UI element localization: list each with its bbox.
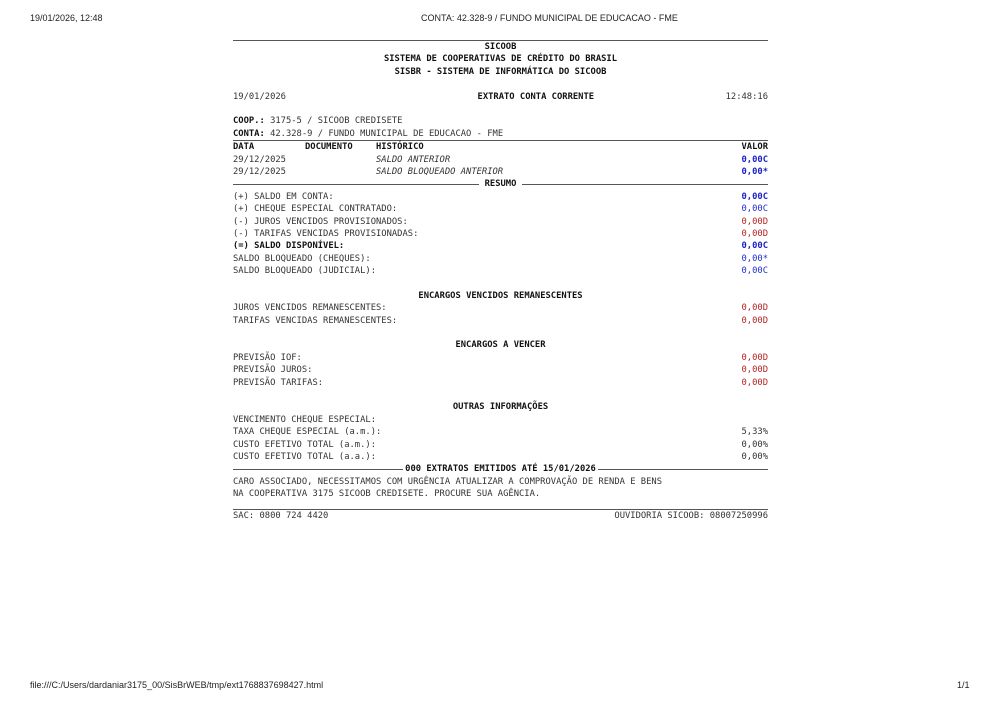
print-page-count: 1/1	[957, 680, 970, 690]
item-label: CUSTO EFETIVO TOTAL (a.a.):	[233, 451, 376, 462]
resumo-label: (=) SALDO DISPONÍVEL:	[233, 241, 345, 252]
row-value: 0,00*	[741, 166, 768, 177]
item-value: 0,00D	[741, 303, 768, 314]
row-value: 0,00C	[741, 154, 768, 165]
header-line-2: SISTEMA DE COOPERATIVAS DE CRÉDITO DO BRASIL	[383, 54, 618, 65]
col-header-date: DATA	[233, 142, 255, 153]
row-document	[305, 166, 376, 178]
col-header-document: DOCUMENTO	[305, 142, 353, 153]
resumo-label: (+) SALDO EM CONTA:	[233, 191, 334, 202]
resumo-value: 0,00C	[741, 266, 768, 277]
row-document	[305, 154, 376, 166]
resumo-item	[233, 216, 768, 228]
resumo-label: (+) CHEQUE ESPECIAL CONTRATADO:	[233, 204, 398, 215]
resumo-value: 0,00D	[741, 216, 768, 227]
message-line-1: CARO ASSOCIADO, NECESSITAMOS COM URGÊNCIA ATUALIZAR A COMPROVAÇÃO DE RENDA E BENS	[233, 476, 662, 487]
item-value: 0,00%	[741, 451, 768, 462]
coop-label: COOP.:	[233, 116, 265, 127]
resumo-item	[233, 253, 768, 265]
outras-item	[233, 439, 768, 451]
encargos-vencer-item	[233, 364, 768, 376]
print-datetime: 19/01/2026, 12:48	[30, 13, 103, 23]
encargos-vencer-title: ENCARGOS A VENCER	[455, 340, 546, 351]
resumo-label: SALDO BLOQUEADO (JUDICIAL):	[233, 266, 376, 277]
conta-value: 42.328-9 / FUNDO MUNICIPAL DE EDUCACAO - FME	[264, 128, 504, 139]
resumo-value: 0,00D	[741, 228, 768, 239]
statement-date: 19/01/2026	[233, 91, 286, 102]
statement-document	[233, 40, 768, 522]
title-row	[233, 91, 768, 103]
item-value: 0,00D	[741, 352, 768, 363]
resumo-value: 0,00C	[741, 241, 768, 252]
table-row	[233, 166, 768, 178]
item-label: PREVISÃO TARIFAS:	[233, 377, 324, 388]
item-label: JUROS VENCIDOS REMANESCENTES:	[233, 303, 387, 314]
resumo-label: SALDO BLOQUEADO (CHEQUES):	[233, 253, 371, 264]
encargos-vencidos-title: ENCARGOS VENCIDOS REMANESCENTES	[418, 290, 583, 301]
item-label: CUSTO EFETIVO TOTAL (a.m.):	[233, 439, 376, 450]
item-value: 0,00%	[741, 439, 768, 450]
item-label: TAXA CHEQUE ESPECIAL (a.m.):	[233, 427, 382, 438]
coop-row	[233, 115, 768, 127]
encargos-vencidos-item	[233, 302, 768, 314]
col-header-history: HISTÓRICO	[376, 142, 424, 153]
item-value: 5,33%	[741, 427, 768, 438]
item-value: 0,00D	[741, 377, 768, 388]
outras-item	[233, 426, 768, 438]
resumo-item	[233, 265, 768, 277]
resumo-header	[233, 178, 768, 190]
resumo-label: (-) JUROS VENCIDOS PROVISIONADOS:	[233, 216, 408, 227]
ouvidoria-phone: OUVIDORIA SICOOB: 08007250996	[614, 510, 768, 521]
resumo-value: 0,00C	[741, 204, 768, 215]
sac-phone: SAC: 0800 724 4420	[233, 510, 329, 521]
encargos-vencidos-item	[233, 315, 768, 327]
row-date: 29/12/2025	[233, 154, 286, 165]
coop-value: 3175-5 / SICOOB CREDISETE	[264, 116, 403, 127]
message-line-2: NA COOPERATIVA 3175 SICOOB CREDISETE. PROCURE SUA AGÊNCIA.	[233, 489, 541, 500]
resumo-title: RESUMO	[484, 179, 517, 190]
conta-row	[233, 128, 768, 140]
resumo-item	[233, 203, 768, 215]
col-header-value: VALOR	[741, 142, 768, 153]
extratos-emitidos-header	[233, 463, 768, 475]
header-line-1: SICOOB	[484, 42, 517, 52]
extratos-emitidos: 000 EXTRATOS EMITIDOS ATÉ 15/01/2026	[405, 464, 596, 475]
outras-item	[233, 414, 768, 426]
item-label: PREVISÃO IOF:	[233, 352, 302, 363]
table-row	[233, 154, 768, 166]
conta-label: CONTA:	[233, 128, 265, 139]
resumo-item	[233, 191, 768, 203]
statement-time: 12:48:16	[725, 91, 768, 102]
item-value: 0,00D	[741, 315, 768, 326]
statement-title: EXTRATO CONTA CORRENTE	[477, 91, 595, 102]
item-label: PREVISÃO JUROS:	[233, 365, 313, 376]
row-history: SALDO ANTERIOR	[376, 154, 451, 165]
print-page-title: CONTA: 42.328-9 / FUNDO MUNICIPAL DE EDUCACAO - FME	[421, 13, 678, 23]
encargos-vencer-item	[233, 352, 768, 364]
header-line-3: SISBR - SISTEMA DE INFORMÁTICA DO SICOOB	[394, 66, 607, 77]
resumo-item	[233, 240, 768, 252]
print-file-path: file:///C:/Users/dardaniar3175_00/SisBrWEB/tmp/ext1768837698427.html	[30, 680, 324, 690]
row-date: 29/12/2025	[233, 166, 286, 177]
item-label: TARIFAS VENCIDAS REMANESCENTES:	[233, 315, 398, 326]
resumo-label: (-) TARIFAS VENCIDAS PROVISIONADAS:	[233, 228, 419, 239]
encargos-vencer-item	[233, 377, 768, 389]
footer-row	[233, 510, 768, 522]
resumo-item	[233, 228, 768, 240]
item-value: 0,00D	[741, 365, 768, 376]
table-header	[233, 141, 768, 153]
outras-title: OUTRAS INFORMAÇÕES	[452, 402, 549, 413]
item-label: VENCIMENTO CHEQUE ESPECIAL:	[233, 414, 376, 425]
resumo-value: 0,00*	[741, 253, 768, 264]
row-history: SALDO BLOQUEADO ANTERIOR	[376, 166, 504, 177]
resumo-value: 0,00C	[741, 191, 768, 202]
outras-item	[233, 451, 768, 463]
